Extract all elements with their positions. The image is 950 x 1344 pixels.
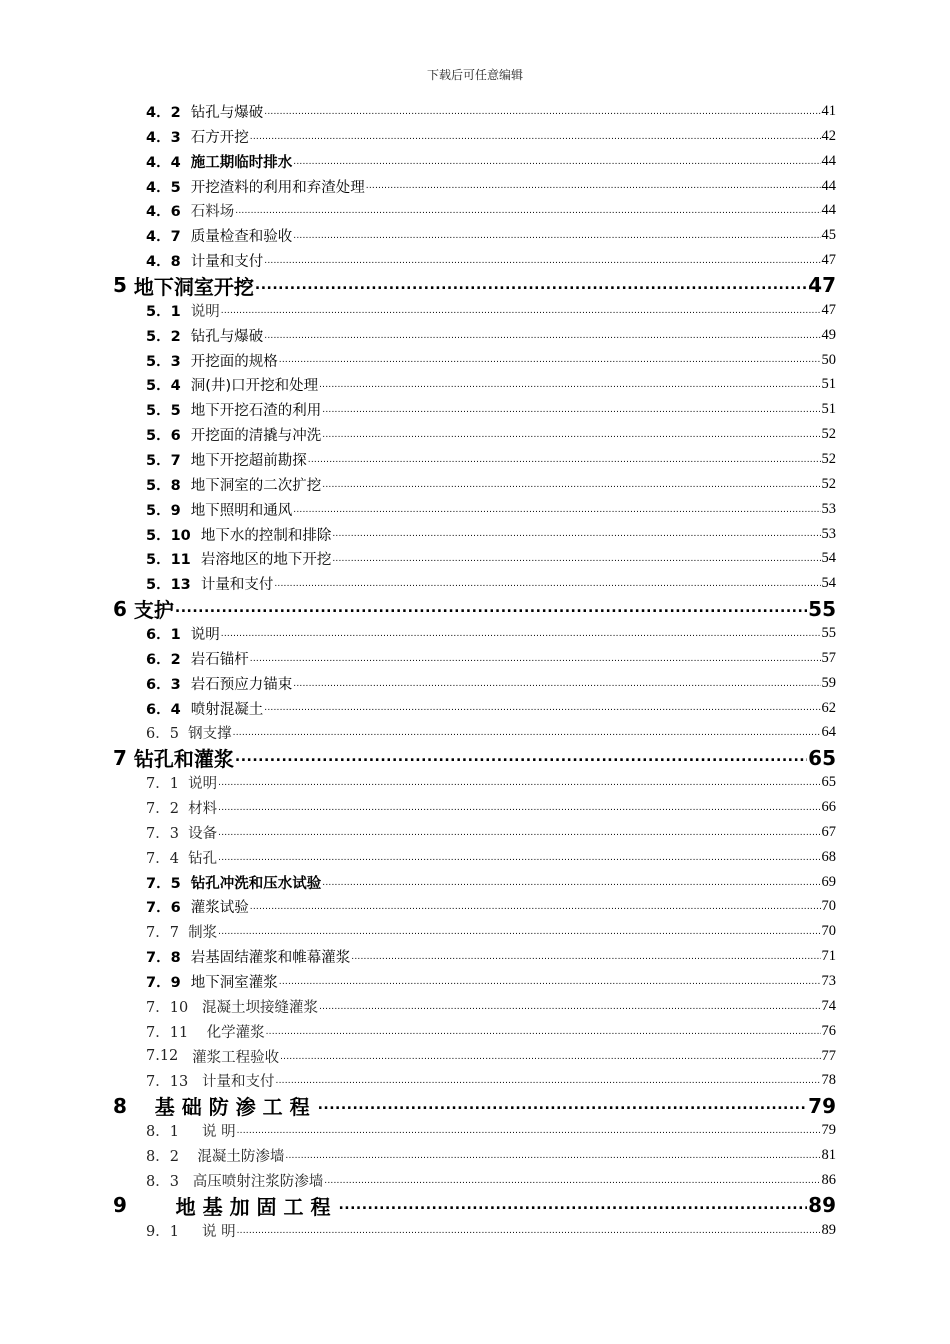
toc-dot-leader <box>237 1227 821 1236</box>
toc-entry-number: 7．10 <box>146 999 203 1016</box>
toc-page-number: 52 <box>821 475 836 492</box>
toc-entry-title: 施工期临时排水 <box>190 154 293 171</box>
toc-dot-leader <box>218 928 820 937</box>
toc-dot-leader <box>332 555 820 564</box>
toc-page-number: 74 <box>821 997 836 1014</box>
toc-page-number: 44 <box>821 202 836 219</box>
toc-page-number: 50 <box>821 351 836 368</box>
toc-entry-number: 7．11 <box>146 1024 207 1041</box>
toc-section-entry[interactable] <box>0 99 836 124</box>
toc-entry-title: 岩石锚杆 <box>190 651 249 668</box>
toc-entry-number: 7．9 <box>146 975 191 991</box>
toc-entry-number: 5．4 <box>146 378 191 395</box>
toc-section-entry[interactable] <box>0 895 836 920</box>
toc-dot-leader <box>218 829 820 838</box>
toc-page-number: 44 <box>821 152 836 169</box>
toc-dot-leader <box>319 381 820 390</box>
toc-section-entry[interactable] <box>0 770 836 795</box>
toc-entry-number: 5 <box>113 273 134 298</box>
toc-dot-leader <box>250 655 821 664</box>
toc-page-number: 59 <box>821 674 836 691</box>
toc-entry-title: 开挖面的清撬与冲洗 <box>190 428 322 445</box>
toc-section-entry[interactable] <box>0 646 836 671</box>
toc-entry-number: 5．7 <box>146 452 191 469</box>
toc-entry-title: 岩石预应力锚束 <box>190 676 293 693</box>
toc-section-entry[interactable] <box>0 671 836 696</box>
toc-dot-leader <box>280 1053 820 1062</box>
toc-dot-leader <box>322 879 820 888</box>
toc-page-number: 76 <box>821 1022 836 1039</box>
toc-page-number: 77 <box>821 1047 836 1064</box>
toc-section-entry[interactable] <box>0 1044 836 1069</box>
toc-entry-number: 7．8 <box>146 950 191 967</box>
toc-dot-leader <box>274 580 820 589</box>
toc-dot-leader <box>366 182 821 191</box>
toc-section-entry[interactable] <box>0 149 836 174</box>
toc-entry-title: 计量和支付 <box>190 254 264 271</box>
toc-entry-number: 5．6 <box>146 428 191 445</box>
toc-dot-leader <box>322 406 820 415</box>
toc-page-number: 69 <box>821 873 836 890</box>
toc-page-number: 53 <box>821 500 836 517</box>
toc-section-entry[interactable] <box>0 571 836 596</box>
toc-section-entry[interactable] <box>0 422 836 447</box>
toc-entry-title: 支护 <box>133 598 174 623</box>
toc-section-entry[interactable] <box>0 1143 836 1168</box>
toc-section-entry[interactable] <box>0 546 836 571</box>
toc-entry-title: 灌浆工程验收 <box>192 1049 280 1066</box>
toc-entry-title: 喷射混凝土 <box>190 701 264 718</box>
toc-page-number: 70 <box>821 898 836 915</box>
toc-page-number: 44 <box>821 177 836 194</box>
toc-dot-leader <box>293 680 820 689</box>
toc-chapter-entry[interactable] <box>0 1093 836 1118</box>
toc-section-entry[interactable] <box>0 969 836 994</box>
toc-entry-number: 4．6 <box>146 204 191 221</box>
toc-entry-title: 钻孔与爆破 <box>190 104 264 121</box>
toc-entry-number: 7．1 <box>146 776 189 793</box>
toc-page-number: 65 <box>808 745 836 770</box>
toc-section-entry[interactable] <box>0 1118 836 1143</box>
toc-section-entry[interactable] <box>0 845 836 870</box>
toc-entry-title: 地下水的控制和排除 <box>200 527 332 544</box>
toc-page-number: 86 <box>821 1171 836 1188</box>
toc-entry-title: 计量和支付 <box>202 1074 275 1091</box>
toc-entry-title: 钻孔与爆破 <box>190 328 264 345</box>
toc-dot-leader <box>221 307 821 316</box>
toc-page-number: 51 <box>821 376 836 393</box>
toc-entry-number: 4．2 <box>146 104 191 121</box>
toc-entry-title: 钻孔冲洗和压水试验 <box>190 875 322 892</box>
toc-entry-title: 钻孔 <box>188 850 218 867</box>
toc-page-number: 47 <box>821 301 836 318</box>
toc-section-entry[interactable] <box>0 696 836 721</box>
toc-entry-number: 5．13 <box>146 577 201 594</box>
toc-section-entry[interactable] <box>0 174 836 199</box>
toc-dot-leader <box>351 953 820 962</box>
toc-dot-leader <box>264 704 820 713</box>
toc-dot-leader <box>293 232 820 241</box>
toc-page-number: 78 <box>821 1072 836 1089</box>
toc-section-entry[interactable] <box>0 522 836 547</box>
toc-page-number: 65 <box>821 774 836 791</box>
toc-section-entry[interactable] <box>0 223 836 248</box>
toc-section-entry[interactable] <box>0 1168 836 1193</box>
toc-section-entry[interactable] <box>0 1218 836 1243</box>
toc-entry-number: 7．3 <box>146 825 189 842</box>
toc-entry-number: 5．9 <box>146 502 191 519</box>
toc-section-entry[interactable] <box>0 1019 836 1044</box>
toc-dot-leader <box>338 1198 807 1212</box>
toc-dot-leader <box>264 257 820 266</box>
toc-entry-title: 制浆 <box>188 925 218 942</box>
toc-entry-title: 石料场 <box>190 204 235 221</box>
toc-entry-number: 6 <box>113 596 134 621</box>
toc-entry-title: 混凝土防渗墙 <box>197 1149 285 1166</box>
toc-entry-number: 6．4 <box>146 701 191 718</box>
toc-entry-number: 8 <box>113 1093 155 1118</box>
toc-section-entry[interactable] <box>0 472 836 497</box>
toc-entry-title: 地下洞室开挖 <box>133 274 254 299</box>
toc-entry-number: 5．3 <box>146 353 191 370</box>
toc-dot-leader <box>218 779 820 788</box>
toc-entry-title: 设备 <box>188 825 218 842</box>
toc-section-entry[interactable] <box>0 720 836 745</box>
toc-page-number: 51 <box>821 401 836 418</box>
toc-dot-leader <box>218 854 820 863</box>
toc-page-number: 89 <box>808 1193 836 1218</box>
toc-dot-leader <box>235 207 820 216</box>
toc-entry-title: 地下洞室灌浆 <box>190 975 278 991</box>
toc-entry-title: 地下洞室的二次扩挖 <box>190 477 322 494</box>
toc-page-number: 71 <box>821 948 836 965</box>
toc-section-entry[interactable] <box>0 124 836 149</box>
toc-page-number: 64 <box>821 724 836 741</box>
toc-page-number: 54 <box>821 550 836 567</box>
toc-entry-number: 8．1 <box>146 1124 202 1141</box>
toc-entry-number: 5．11 <box>146 552 201 569</box>
toc-page-number: 52 <box>821 426 836 443</box>
toc-section-entry[interactable] <box>0 870 836 895</box>
toc-entry-title: 岩溶地区的地下开挖 <box>200 552 332 569</box>
toc-page-number: 47 <box>821 252 836 269</box>
toc-section-entry[interactable] <box>0 994 836 1019</box>
toc-entry-number: 7．6 <box>146 900 191 917</box>
toc-entry-title: 地下照明和通风 <box>190 502 293 519</box>
toc-page-number: 54 <box>821 575 836 592</box>
toc-entry-number: 4．3 <box>146 129 191 146</box>
toc-dot-leader <box>235 750 807 764</box>
toc-page-number: 66 <box>821 798 836 815</box>
toc-dot-leader <box>250 133 821 142</box>
toc-section-entry[interactable] <box>0 298 836 323</box>
toc-page-number: 52 <box>821 450 836 467</box>
toc-entry-number: 5．8 <box>146 477 191 494</box>
toc-entry-title: 基 础 防 渗 工 程 <box>154 1095 317 1120</box>
toc-dot-leader <box>308 456 821 465</box>
toc-dot-leader <box>264 108 820 117</box>
toc-page-number: 57 <box>821 649 836 666</box>
toc-dot-leader <box>279 978 821 987</box>
toc-page-number: 42 <box>821 127 836 144</box>
toc-entry-title: 说 明 <box>202 1223 236 1240</box>
toc-page-number: 73 <box>821 973 836 989</box>
toc-dot-leader <box>324 1177 820 1186</box>
toc-entry-number: 6．5 <box>146 726 189 743</box>
toc-entry-title: 钻孔和灌浆 <box>133 747 234 772</box>
toc-entry-title: 说 明 <box>202 1124 236 1141</box>
toc-chapter-entry[interactable] <box>0 745 836 770</box>
toc-entry-title: 开挖渣料的利用和弃渣处理 <box>190 179 365 196</box>
toc-page-number: 47 <box>808 273 836 298</box>
toc-page-number: 55 <box>821 624 836 641</box>
toc-entry-title: 地 基 加 固 工 程 <box>175 1194 338 1219</box>
toc-entry-title: 钢支撑 <box>188 726 232 743</box>
toc-dot-leader <box>279 356 821 365</box>
toc-entry-title: 质量检查和验收 <box>190 229 293 246</box>
toc-section-entry[interactable] <box>0 248 836 273</box>
toc-page-number: 53 <box>821 525 836 542</box>
toc-section-entry[interactable] <box>0 198 836 223</box>
toc-entry-number: 9 <box>113 1193 176 1218</box>
toc-dot-leader <box>255 278 807 292</box>
toc-entry-number: 6．1 <box>146 626 191 643</box>
toc-dot-leader <box>218 804 820 813</box>
toc-entry-number: 7．4 <box>146 850 189 867</box>
toc-entry-title: 开挖面的规格 <box>190 353 278 370</box>
toc-entry-number: 5．5 <box>146 403 191 420</box>
toc-page-number: 79 <box>808 1093 836 1118</box>
toc-page-number: 62 <box>821 699 836 716</box>
toc-entry-title: 化学灌浆 <box>206 1024 265 1041</box>
toc-entry-title: 材料 <box>188 800 218 817</box>
toc-page-number: 68 <box>821 848 836 865</box>
page-header: 下载后可任意编辑 <box>426 68 523 82</box>
toc-entry-number: 7.12 <box>146 1048 193 1065</box>
toc-entry-number: 6．2 <box>146 651 191 668</box>
toc-dot-leader <box>250 903 821 912</box>
toc-page-number: 67 <box>821 823 836 840</box>
toc-entry-number: 5．1 <box>146 303 191 320</box>
toc-dot-leader <box>293 158 820 167</box>
toc-section-entry[interactable] <box>0 820 836 845</box>
toc-dot-leader <box>322 431 820 440</box>
toc-dot-leader <box>322 481 820 490</box>
toc-dot-leader <box>233 729 821 738</box>
toc-entry-title: 地下开挖石渣的利用 <box>190 403 322 420</box>
toc-entry-number: 4．8 <box>146 254 191 271</box>
toc-dot-leader <box>266 1028 821 1037</box>
toc-dot-leader <box>318 1098 808 1112</box>
toc-entry-number: 7．7 <box>146 925 189 942</box>
toc-page-number: 45 <box>821 227 836 244</box>
toc-entry-title: 地下开挖超前勘探 <box>190 452 307 469</box>
toc-page-number: 70 <box>821 923 836 940</box>
toc-dot-leader <box>237 1127 821 1136</box>
toc-dot-leader <box>221 630 821 639</box>
toc-section-entry[interactable] <box>0 1069 836 1094</box>
toc-section-entry[interactable] <box>0 497 836 522</box>
toc-section-entry[interactable] <box>0 323 836 348</box>
toc-entry-title: 石方开挖 <box>190 129 249 146</box>
toc-section-entry[interactable] <box>0 348 836 373</box>
toc-entry-number: 9．1 <box>146 1223 202 1240</box>
toc-dot-leader <box>276 1077 821 1086</box>
toc-entry-number: 8．3 <box>146 1173 193 1190</box>
toc-entry-number: 8．2 <box>146 1149 198 1166</box>
toc-entry-title: 岩基固结灌浆和帷幕灌浆 <box>190 950 351 967</box>
toc-entry-title: 说明 <box>190 626 220 643</box>
toc-entry-number: 4．7 <box>146 229 191 246</box>
toc-entry-number: 4．4 <box>146 154 191 171</box>
toc-entry-number: 5．2 <box>146 328 191 345</box>
toc-entry-title: 说明 <box>188 776 218 793</box>
toc-entry-number: 5．10 <box>146 527 201 544</box>
toc-entry-number: 4．5 <box>146 179 191 196</box>
toc-entry-title: 混凝土坝接缝灌浆 <box>202 999 319 1016</box>
toc-section-entry[interactable] <box>0 397 836 422</box>
toc-section-entry[interactable] <box>0 944 836 969</box>
toc-entry-number: 6．3 <box>146 676 191 693</box>
toc-page-number: 89 <box>821 1221 836 1238</box>
toc-entry-title: 洞(井)口开挖和处理 <box>190 378 319 395</box>
toc-chapter-entry[interactable] <box>0 596 836 621</box>
toc-page-number: 81 <box>821 1147 836 1164</box>
toc-entry-title: 说明 <box>190 303 220 320</box>
toc-entry-title: 灌浆试验 <box>190 900 249 917</box>
toc-entry-title: 高压喷射注浆防渗墙 <box>192 1173 324 1190</box>
toc-section-entry[interactable] <box>0 795 836 820</box>
toc-section-entry[interactable] <box>0 372 836 397</box>
toc-dot-leader <box>293 506 820 515</box>
toc-entry-number: 7．13 <box>146 1074 203 1091</box>
toc-page-number: 55 <box>808 596 836 621</box>
toc-page-number: 49 <box>821 326 836 343</box>
table-of-contents <box>0 99 950 1243</box>
toc-page-number: 79 <box>821 1122 836 1139</box>
toc-section-entry[interactable] <box>0 447 836 472</box>
toc-dot-leader <box>175 601 807 615</box>
toc-dot-leader <box>332 530 820 539</box>
toc-dot-leader <box>319 1003 820 1012</box>
toc-dot-leader <box>264 332 820 341</box>
toc-section-entry[interactable] <box>0 919 836 944</box>
toc-chapter-entry[interactable] <box>0 1193 836 1218</box>
toc-entry-number: 7 <box>113 745 134 770</box>
toc-entry-number: 7．5 <box>146 875 191 892</box>
toc-page-number: 41 <box>821 102 836 119</box>
toc-chapter-entry[interactable] <box>0 273 836 298</box>
toc-entry-title: 计量和支付 <box>200 577 274 594</box>
toc-entry-number: 7．2 <box>146 800 189 817</box>
toc-dot-leader <box>285 1152 820 1161</box>
toc-section-entry[interactable] <box>0 621 836 646</box>
